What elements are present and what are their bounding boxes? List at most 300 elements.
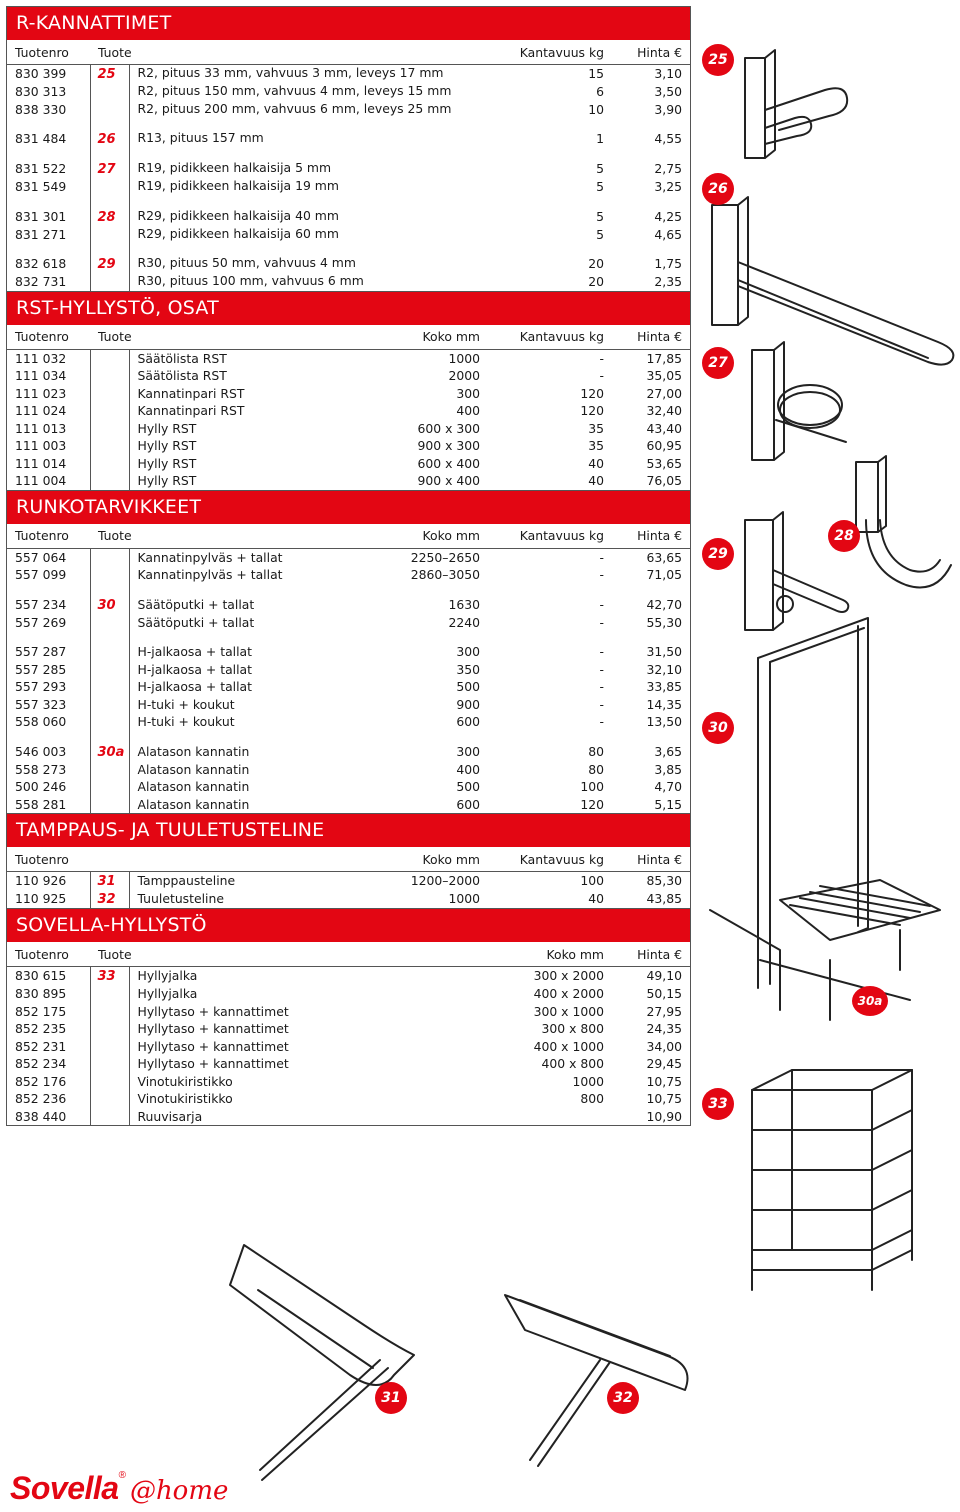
load-capacity: 120 — [580, 403, 604, 418]
product-name: R30, pituus 50 mm, vahvuus 4 mm — [137, 255, 356, 270]
size: 500 — [456, 779, 480, 794]
load-capacity: 40 — [588, 891, 604, 906]
product-name: Vinotukiristikko — [137, 1091, 233, 1106]
item-number-cell — [90, 1038, 129, 1056]
item-number-cell — [90, 1020, 129, 1038]
item-number-cell — [90, 872, 129, 891]
size: 500 — [456, 679, 480, 694]
table-row — [7, 83, 690, 101]
size: 300 — [456, 743, 480, 759]
item-number-cell — [90, 208, 129, 226]
table-row — [7, 472, 690, 490]
item-number-cell — [90, 65, 129, 84]
product-code: 832 731 — [7, 273, 90, 291]
section-title-r-kannattimet: R-KANNATTIMET — [7, 7, 690, 40]
price: 4,70 — [654, 779, 682, 794]
product-name: Hylly RST — [137, 420, 197, 436]
table-row — [7, 967, 690, 986]
load-capacity: 20 — [588, 256, 604, 271]
price: 24,35 — [646, 1021, 682, 1036]
illustration-33-shelving — [752, 1070, 912, 1290]
item-number: 31 — [97, 874, 116, 889]
product-code: 831 484 — [7, 130, 90, 148]
load-capacity: - — [599, 644, 604, 659]
size: 300 — [456, 644, 480, 659]
product-name: Hyllytaso + kannattimet — [137, 1003, 289, 1019]
item-number-cell — [90, 643, 129, 661]
item-number-cell — [90, 402, 129, 420]
size: 900 x 300 — [417, 438, 480, 453]
size: 350 — [456, 661, 480, 677]
size: 600 — [456, 714, 480, 729]
load-capacity: - — [599, 596, 604, 612]
product-code: 831 549 — [7, 178, 90, 196]
item-number-cell — [90, 385, 129, 403]
size: 600 x 400 — [417, 455, 480, 471]
col-header-hinta: Hinta € — [612, 325, 690, 350]
product-name: Kannatinpylväs + tallat — [137, 567, 283, 582]
table-row — [7, 1073, 690, 1091]
col-header-kantavuus: Kantavuus kg — [488, 847, 612, 872]
load-capacity: 15 — [588, 66, 604, 81]
load-capacity: 5 — [596, 161, 604, 176]
illustration-25-hook — [745, 50, 847, 158]
item-number-cell — [90, 83, 129, 101]
table-row — [7, 872, 690, 891]
product-code: 830 399 — [7, 65, 90, 84]
load-capacity: 5 — [596, 208, 604, 224]
product-code: 111 024 — [7, 402, 90, 420]
product-name: R19, pidikkeen halkaisija 19 mm — [137, 178, 339, 193]
item-number-cell — [90, 678, 129, 696]
table-row — [7, 1055, 690, 1073]
price: 10,90 — [646, 1108, 682, 1124]
col-header-tuotenro: Tuotenro — [7, 325, 90, 350]
table-row — [7, 273, 690, 291]
size: 300 x 1000 — [533, 1003, 604, 1019]
product-name: R2, pituus 33 mm, vahvuus 3 mm, leveys 17 mm — [137, 65, 444, 80]
item-number-cell — [90, 130, 129, 148]
product-code: 558 060 — [7, 713, 90, 731]
item-number-cell — [90, 1073, 129, 1091]
product-code: 111 014 — [7, 455, 90, 473]
price: 49,10 — [646, 968, 682, 983]
load-capacity: 35 — [588, 420, 604, 436]
col-header-hinta: Hinta € — [612, 847, 690, 872]
table-row — [7, 778, 690, 796]
product-name: Hyllytaso + kannattimet — [137, 1038, 289, 1054]
price: 53,65 — [646, 455, 682, 471]
table-row — [7, 255, 690, 273]
spacer-row — [7, 584, 690, 596]
item-number: 27 — [97, 162, 116, 177]
item-number-cell — [90, 367, 129, 385]
product-code: 838 330 — [7, 101, 90, 119]
product-name: Hyllyjalka — [137, 968, 198, 983]
price: 63,65 — [646, 549, 682, 565]
product-code: 558 273 — [7, 761, 90, 779]
table-row — [7, 796, 690, 814]
item-number-cell — [90, 255, 129, 273]
product-code: 557 269 — [7, 614, 90, 632]
product-name: Säätölista RST — [137, 368, 227, 383]
product-code: 557 064 — [7, 548, 90, 566]
product-name: Alatason kannatin — [137, 796, 250, 812]
col-header-kantavuus: Kantavuus kg — [488, 524, 612, 549]
col-header-koko: Koko mm — [380, 524, 488, 549]
size: 300 x 2000 — [533, 968, 604, 983]
table-row — [7, 1038, 690, 1056]
product-code: 111 023 — [7, 385, 90, 403]
product-name: Säätöputki + tallat — [137, 596, 255, 612]
price: 3,50 — [654, 84, 682, 99]
product-name: Hyllyjalka — [137, 986, 198, 1001]
load-capacity: 35 — [588, 438, 604, 453]
logo-home: @home — [129, 1476, 229, 1506]
product-name: Kannatinpari RST — [137, 403, 245, 418]
price: 14,35 — [646, 696, 682, 712]
item-number-cell — [90, 696, 129, 714]
item-number-cell — [90, 178, 129, 196]
product-code: 838 440 — [7, 1108, 90, 1126]
table-row — [7, 661, 690, 679]
table-row — [7, 178, 690, 196]
item-number-cell — [90, 778, 129, 796]
price: 17,85 — [646, 350, 682, 366]
product-code: 830 615 — [7, 967, 90, 986]
load-capacity: - — [599, 549, 604, 565]
item-number-cell — [90, 273, 129, 291]
load-capacity: 20 — [588, 274, 604, 289]
size: 400 x 800 — [541, 1056, 604, 1071]
product-name: Hylly RST — [137, 438, 197, 453]
table-row — [7, 1003, 690, 1021]
item-number-cell — [90, 566, 129, 584]
table-runkotarvikkeet — [7, 524, 690, 814]
table-tamppaus — [7, 847, 690, 908]
product-name: H-tuki + koukut — [137, 714, 235, 729]
item-number-cell — [90, 548, 129, 566]
item-number-cell — [90, 437, 129, 455]
price: 32,10 — [646, 661, 682, 677]
table-row — [7, 455, 690, 473]
item-number-cell — [90, 1090, 129, 1108]
item-number: 29 — [97, 257, 116, 272]
price: 71,05 — [646, 567, 682, 582]
product-code: 557 285 — [7, 661, 90, 679]
item-number: 28 — [97, 209, 116, 225]
size: 400 — [456, 761, 480, 777]
size: 1630 — [448, 596, 480, 612]
product-code: 557 287 — [7, 643, 90, 661]
product-code: 110 926 — [7, 872, 90, 891]
illustration-31-beating-rack — [230, 1245, 414, 1480]
product-code: 831 522 — [7, 160, 90, 178]
price: 42,70 — [646, 596, 682, 612]
item-number: 32 — [97, 892, 116, 907]
size: 400 x 2000 — [533, 986, 604, 1001]
size: 1000 — [448, 891, 480, 906]
table-row — [7, 1020, 690, 1038]
size: 1000 — [572, 1073, 604, 1089]
product-code: 111 032 — [7, 349, 90, 367]
badge-30: 30 — [702, 712, 734, 744]
illustration-27-ring-holder — [752, 342, 846, 460]
item-number-cell — [90, 761, 129, 779]
table-row — [7, 130, 690, 148]
spacer-row — [7, 196, 690, 208]
table-row — [7, 761, 690, 779]
badge-29: 29 — [702, 538, 734, 570]
table-row — [7, 566, 690, 584]
product-name: R2, pituus 200 mm, vahvuus 6 mm, leveys 25 mm — [137, 100, 452, 116]
price: 32,40 — [646, 403, 682, 418]
item-number-cell — [90, 985, 129, 1003]
product-name: Säätöputki + tallat — [137, 614, 255, 630]
col-header-tuotenro: Tuotenro — [7, 847, 90, 872]
product-name: H-jalkaosa + tallat — [137, 679, 252, 694]
product-code: 111 013 — [7, 420, 90, 438]
item-number-cell — [90, 1003, 129, 1021]
item-number-cell — [90, 661, 129, 679]
item-number-cell — [90, 420, 129, 438]
product-code: 557 234 — [7, 596, 90, 614]
table-row — [7, 226, 690, 244]
col-header-tuote: Tuote — [90, 40, 488, 65]
item-number-cell — [90, 455, 129, 473]
product-code: 500 246 — [7, 778, 90, 796]
col-header-blank — [90, 847, 380, 872]
size — [488, 1108, 612, 1126]
load-capacity: 5 — [596, 179, 604, 194]
badge-27: 27 — [702, 347, 734, 379]
size: 1200–2000 — [410, 873, 480, 888]
illustration-30-upright-frame — [710, 618, 940, 1020]
size: 2000 — [448, 368, 480, 383]
product-name: Tamppausteline — [137, 873, 236, 888]
badge-30a: 30a — [852, 986, 888, 1016]
product-name: Hyllytaso + kannattimet — [137, 1021, 289, 1036]
product-name: Säätölista RST — [137, 350, 227, 366]
table-row — [7, 696, 690, 714]
spacer-row — [7, 243, 690, 255]
product-name: Hylly RST — [137, 455, 197, 471]
logo-registered: ® — [118, 1470, 126, 1481]
table-row — [7, 614, 690, 632]
item-number-cell — [90, 349, 129, 367]
load-capacity: 100 — [580, 779, 604, 794]
badge-32: 32 — [607, 1382, 639, 1414]
size: 1000 — [448, 350, 480, 366]
price: 29,45 — [646, 1056, 682, 1071]
product-code: 852 231 — [7, 1038, 90, 1056]
load-capacity: - — [599, 567, 604, 582]
item-number-cell — [90, 101, 129, 119]
product-code: 110 925 — [7, 890, 90, 908]
load-capacity: 100 — [580, 873, 604, 888]
table-row — [7, 349, 690, 367]
size: 600 x 300 — [417, 420, 480, 436]
spacer-row — [7, 631, 690, 643]
load-capacity: - — [599, 350, 604, 366]
table-row — [7, 65, 690, 84]
item-number-cell — [90, 713, 129, 731]
product-code: 852 234 — [7, 1055, 90, 1073]
col-header-tuote: Tuote — [90, 325, 380, 350]
price: 10,75 — [646, 1091, 682, 1106]
price: 33,85 — [646, 679, 682, 694]
price: 35,05 — [646, 368, 682, 383]
col-header-koko: Koko mm — [380, 325, 488, 350]
size: 900 — [456, 696, 480, 712]
product-name: Kannatinpylväs + tallat — [137, 549, 283, 565]
item-number-cell — [90, 160, 129, 178]
badge-25: 25 — [702, 44, 734, 76]
product-name: Hyllytaso + kannattimet — [137, 1056, 289, 1071]
section-title-tamppaus: TAMPPAUS- JA TUULETUSTELINE — [7, 813, 690, 847]
load-capacity: 10 — [588, 101, 604, 117]
col-header-hinta: Hinta € — [612, 524, 690, 549]
item-number: 25 — [97, 67, 116, 82]
product-code: 111 004 — [7, 472, 90, 490]
item-number: 26 — [97, 132, 116, 147]
table-row — [7, 1090, 690, 1108]
product-name: R30, pituus 100 mm, vahvuus 6 mm — [137, 273, 364, 288]
col-header-tuote: Tuote — [90, 524, 380, 549]
product-code: 832 618 — [7, 255, 90, 273]
load-capacity: 80 — [588, 761, 604, 777]
product-name: R13, pituus 157 mm — [137, 130, 264, 145]
badge-28: 28 — [828, 520, 860, 552]
illustration-26-wire-hook — [712, 197, 953, 365]
price: 2,75 — [654, 161, 682, 176]
spacer-row — [7, 148, 690, 160]
spacer-row — [7, 731, 690, 743]
item-number-cell — [90, 1055, 129, 1073]
product-name: Vinotukiristikko — [137, 1073, 233, 1089]
price: 13,50 — [646, 714, 682, 729]
size: 400 — [456, 403, 480, 418]
load-capacity: - — [599, 661, 604, 677]
section-title-sovella: SOVELLA-HYLLYSTÖ — [7, 908, 690, 942]
price: 43,40 — [646, 420, 682, 436]
product-code: 852 176 — [7, 1073, 90, 1091]
product-name: H-jalkaosa + tallat — [137, 661, 252, 677]
product-name: Kannatinpari RST — [137, 385, 245, 401]
item-number-cell — [90, 967, 129, 986]
badge-26: 26 — [702, 173, 734, 205]
col-header-kantavuus: Kantavuus kg — [488, 325, 612, 350]
price: 55,30 — [646, 614, 682, 630]
col-header-tuotenro: Tuotenro — [7, 40, 90, 65]
price: 27,95 — [646, 1003, 682, 1019]
table-row — [7, 402, 690, 420]
price: 4,65 — [654, 226, 682, 242]
size: 800 — [580, 1091, 604, 1106]
product-code: 852 175 — [7, 1003, 90, 1021]
badge-33: 33 — [702, 1088, 734, 1120]
table-sovella — [7, 942, 690, 1125]
price: 5,15 — [654, 796, 682, 812]
load-capacity: - — [599, 679, 604, 694]
table-row — [7, 437, 690, 455]
table-row — [7, 596, 690, 614]
table-row — [7, 713, 690, 731]
load-capacity: 6 — [596, 84, 604, 99]
product-code: 557 099 — [7, 566, 90, 584]
col-header-tuote: Tuote — [90, 942, 488, 967]
logo-brand: Sovella — [10, 1470, 119, 1506]
price: 3,25 — [654, 179, 682, 194]
col-header-koko: Koko mm — [380, 847, 488, 872]
table-row — [7, 743, 690, 761]
col-header-tuotenro: Tuotenro — [7, 942, 90, 967]
product-name: R19, pidikkeen halkaisija 5 mm — [137, 160, 332, 175]
table-row — [7, 678, 690, 696]
price: 27,00 — [646, 385, 682, 401]
product-code: 558 281 — [7, 796, 90, 814]
size: 2240 — [448, 614, 480, 630]
product-code: 831 271 — [7, 226, 90, 244]
size: 300 x 800 — [541, 1021, 604, 1036]
product-code: 557 293 — [7, 678, 90, 696]
price: 1,75 — [654, 256, 682, 271]
col-header-hinta: Hinta € — [612, 40, 690, 65]
price: 4,25 — [654, 208, 682, 224]
product-name: R2, pituus 150 mm, vahvuus 4 mm, leveys 15 mm — [137, 83, 452, 98]
load-capacity: 5 — [596, 226, 604, 242]
product-name: R29, pidikkeen halkaisija 60 mm — [137, 225, 339, 241]
product-name: Alatason kannatin — [137, 761, 250, 777]
load-capacity: - — [599, 614, 604, 630]
col-header-tuotenro: Tuotenro — [7, 524, 90, 549]
product-code: 546 003 — [7, 743, 90, 761]
table-row — [7, 367, 690, 385]
price: 4,55 — [654, 131, 682, 146]
product-name: R29, pidikkeen halkaisija 40 mm — [137, 207, 339, 223]
size: 900 x 400 — [417, 473, 480, 488]
size: 2860–3050 — [410, 567, 480, 582]
table-row — [7, 890, 690, 908]
item-number-cell — [90, 1108, 129, 1126]
product-code: 111 034 — [7, 367, 90, 385]
product-name: H-jalkaosa + tallat — [137, 644, 252, 659]
price-catalog — [6, 6, 691, 1126]
load-capacity: - — [599, 696, 604, 712]
price: 60,95 — [646, 438, 682, 453]
product-code: 111 003 — [7, 437, 90, 455]
item-number-cell — [90, 743, 129, 761]
price: 3,65 — [654, 743, 682, 759]
product-code: 557 323 — [7, 696, 90, 714]
illustration-32-airing-rack — [505, 1295, 688, 1466]
table-row — [7, 101, 690, 119]
spacer-row — [7, 118, 690, 130]
product-code: 852 235 — [7, 1020, 90, 1038]
table-rst — [7, 325, 690, 490]
product-code: 852 236 — [7, 1090, 90, 1108]
product-name: Tuuletusteline — [137, 891, 224, 906]
item-number-cell — [90, 226, 129, 244]
table-row — [7, 420, 690, 438]
table-row — [7, 643, 690, 661]
product-name: Hylly RST — [137, 473, 197, 488]
price: 3,85 — [654, 761, 682, 777]
table-r-kannattimet — [7, 40, 690, 291]
price: 3,10 — [654, 66, 682, 81]
item-number: 30a — [97, 744, 125, 760]
product-name: Alatason kannatin — [137, 743, 250, 759]
